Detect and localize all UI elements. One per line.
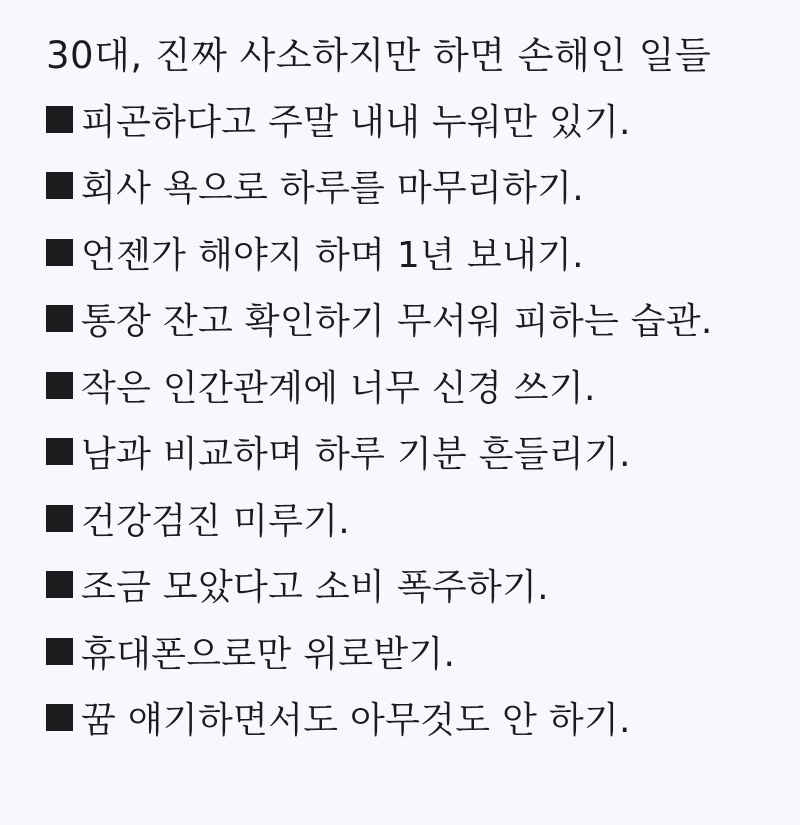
black-square-bullet-icon xyxy=(46,172,73,199)
list-item-text: 휴대폰으로만 위로받기. xyxy=(81,633,456,675)
list-item-text: 언젠가 해야지 하며 1년 보내기. xyxy=(81,234,584,276)
list-item xyxy=(46,618,800,685)
list-item-text: 통장 잔고 확인하기 무서워 피하는 습관. xyxy=(81,301,713,343)
document-title: 30대, 진짜 사소하지만 하면 손해인 일들 xyxy=(46,34,712,77)
list-item-text: 조금 모았다고 소비 폭주하기. xyxy=(81,567,549,609)
black-square-bullet-icon xyxy=(46,571,73,598)
list-item-text: 건강검진 미루기. xyxy=(81,500,351,542)
list-item xyxy=(46,153,800,220)
black-square-bullet-icon xyxy=(46,638,73,665)
tips-list xyxy=(46,86,800,751)
list-item xyxy=(46,685,800,752)
list-item xyxy=(46,352,800,419)
black-square-bullet-icon xyxy=(46,438,73,465)
black-square-bullet-icon xyxy=(46,239,73,266)
list-item-text: 회사 욕으로 하루를 마무리하기. xyxy=(81,168,584,210)
black-square-bullet-icon xyxy=(46,305,73,332)
list-item xyxy=(46,86,800,153)
list-item-text: 남과 비교하며 하루 기분 흔들리기. xyxy=(81,434,631,476)
black-square-bullet-icon xyxy=(46,372,73,399)
list-item xyxy=(46,485,800,552)
black-square-bullet-icon xyxy=(46,106,73,133)
list-item xyxy=(46,552,800,619)
list-item-text: 작은 인간관계에 너무 신경 쓰기. xyxy=(81,367,596,409)
black-square-bullet-icon xyxy=(46,704,73,731)
list-item xyxy=(46,419,800,486)
list-item-text: 꿈 얘기하면서도 아무것도 안 하기. xyxy=(81,700,631,742)
list-item xyxy=(46,286,800,353)
black-square-bullet-icon xyxy=(46,505,73,532)
list-item-text: 피곤하다고 주말 내내 누워만 있기. xyxy=(81,101,631,143)
list-item xyxy=(46,219,800,286)
